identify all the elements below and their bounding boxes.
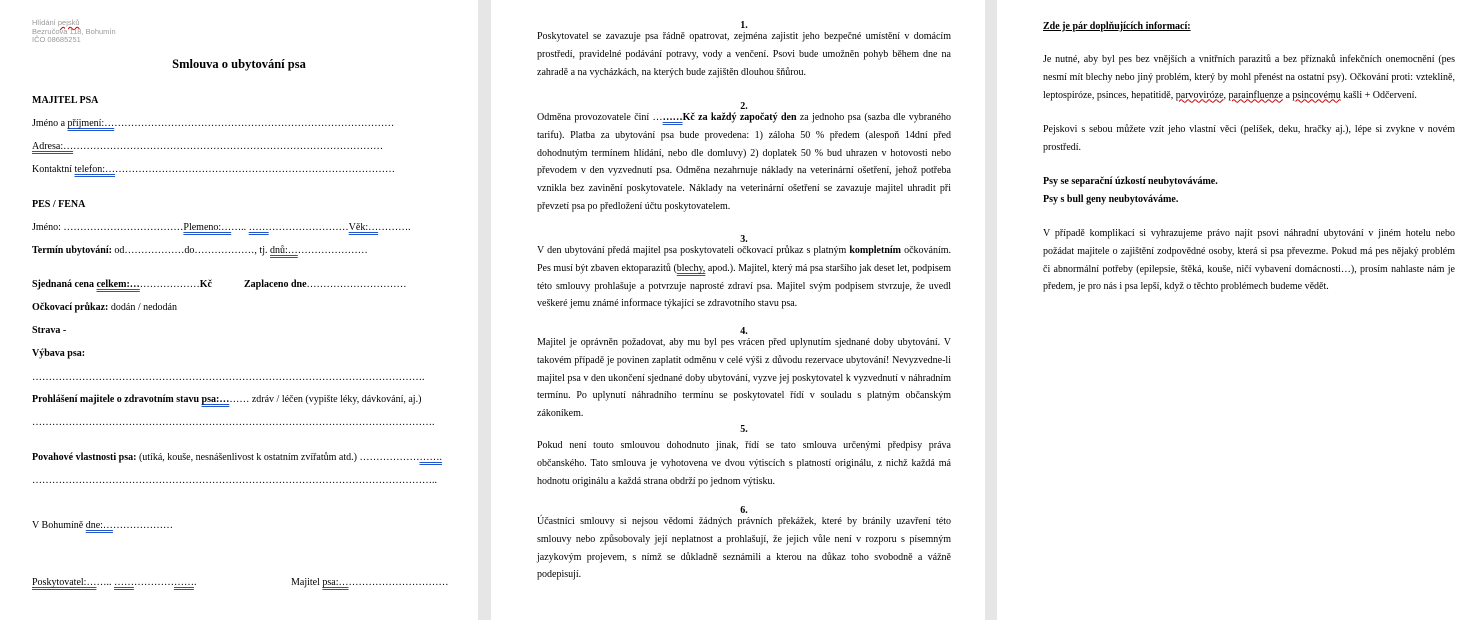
field-link[interactable]: ……. — [419, 452, 442, 463]
age-link[interactable]: Věk:… — [348, 222, 379, 233]
field-text: od………………do………………, tj. — [111, 245, 270, 256]
field-dots: ………………………… — [306, 279, 407, 290]
price-field[interactable] — [32, 279, 212, 290]
page-2 — [491, 0, 985, 620]
logo-line: pejsků — [57, 18, 80, 27]
field-dots: ………. — [378, 222, 411, 233]
dog-heading: PES / FENA — [32, 199, 86, 210]
page-1 — [0, 0, 478, 620]
info-notice-bull — [1043, 194, 1178, 205]
article-5-text: Pokud není touto smlouvou dohodnuto jinak, řídí se tato smlouva určenými předpisy práva občanského. Tato smlouva je vyhotovena ve dvou výtiscích s platností originálu, z nichž každá má hodnotu originálu a každá strana obdrží po jednom výtisku. — [537, 440, 951, 487]
text-run: očkováním. Pes musí být zbaven ektoparazitů ( — [537, 245, 951, 274]
health-field[interactable] — [32, 394, 421, 405]
article-4-text: Majitel je oprávněn požadovat, aby mu byl pes vrácen před uplynutím sjednané doby ubytování. V takovém případě je povinen zaplatit odměnu v celé výši z důvodu rezervace ubytování! Nevyzvedne-li majitel psa v den ukončení sjednané doby ubytování, vyzve jej poskytovatel k vyzvednutí v náhradním termínu. Po uplynutí náhradního termínu se poskytovatel řídí v souladu s platným občanským zákoníkem. — [537, 337, 951, 420]
field-dots: ……………… — [139, 279, 200, 290]
owner-name-field[interactable] — [32, 118, 394, 129]
text-run: V den ubytování předá majitel psa poskytovateli očkovací průkaz s platným — [537, 245, 850, 256]
provider-link[interactable]: Poskytovatel:… — [32, 577, 97, 588]
text-run: , — [1223, 89, 1229, 101]
owner-address-field[interactable] — [32, 141, 383, 152]
field-dots: ………… — [133, 577, 174, 588]
health-line[interactable]: …………………………………………………………………………………………………………. — [32, 417, 435, 428]
vaccination-field[interactable] — [32, 302, 177, 313]
field-dots: . — [193, 577, 197, 588]
text-run: neubytováváme. — [1106, 194, 1179, 205]
amount-link[interactable]: …… — [662, 112, 683, 123]
field-dots: ………………………… — [348, 577, 449, 588]
paid-field[interactable] — [244, 279, 407, 290]
article-number: 4. — [740, 326, 748, 337]
provider-signature[interactable] — [32, 577, 196, 588]
field-dots: ………………………………………………………………………… — [115, 164, 396, 175]
price-link[interactable]: celkem:… — [96, 279, 140, 290]
page-3 — [997, 0, 1469, 620]
logo-line: Hlídání — [32, 18, 56, 27]
date-link[interactable]: dne:… — [85, 520, 113, 531]
field-dots: ……………… — [112, 520, 173, 531]
place-date-field[interactable] — [32, 520, 173, 531]
info-notice-separation: Psy se separační úzkostí neubytováváme. — [1043, 176, 1218, 187]
field-link[interactable]: příjmení:… — [67, 118, 115, 129]
field-label: Prohlášení majitele o zdravotním stavu — [32, 394, 202, 405]
field-label: Majitel — [291, 577, 323, 588]
text-run: kompletním — [849, 245, 901, 256]
text-run: parvoviróze — [1175, 89, 1224, 101]
field-value: dodán / nedodán — [108, 302, 177, 313]
article-6-text: Účastníci smlouvy si nejsou vědomi žádných právních překážek, které by bránily uzavření této smlouvy nebo způsobovaly její neplatnost a prohlašují, že jejich vůle není v rozporu s písemným jazykovým projevem, s nímž se důkladně seznámili a kterou na důkaz toho svobodně a vážně podepisují. — [537, 516, 951, 581]
article-number: 2. — [740, 101, 748, 112]
days-link[interactable]: dnů:… — [269, 245, 298, 256]
text-run: blechy, — [676, 262, 706, 274]
owner-heading: MAJITEL PSA — [32, 95, 99, 106]
logo-ico: IČO 08685251 — [32, 35, 81, 45]
text-run: za jednoho psa (sazba dle vybraného tarifu). Platba za ubytování psa bude provedena: 1) záloha 50 % předem (alespoň 14dní před dohodnutým termínem hlídání, nebo dle domluvy) 2) doplatek 50 % bud uhrazen v hotovosti nebo převodem v den vyzvednutí psa. Odměna nezahrnuje náklady na veterinární ošetření, jehož potřeba vznikla bez zavinění poskytovatele. Náklady na veterinární ošetření se zavazuje majitel uhradit při převzetí psa po předložení účtu poskytovatelem. — [537, 112, 951, 212]
term-field[interactable] — [32, 245, 368, 256]
text-run: Psy s — [1043, 194, 1067, 205]
text-run: Odměna provozovatele činí … — [537, 112, 663, 123]
field-label: Očkovací průkaz: — [32, 302, 109, 313]
field-label: V Bohumíně — [32, 520, 86, 531]
text-run: kašli + Odčervení. — [1340, 89, 1417, 101]
field-dots: …… — [173, 577, 194, 588]
field-label: Kontaktní — [32, 164, 75, 175]
text-run: Je nutné, aby byl pes bez vnějších a vnitřních parazitů a bez příznaků infekčních onemocnění (pes nesmí mít blechy nebo jiný problém, který by mohl přenést na ostatní psy). Očkování proti: vzteklině, leptospiróze, psinces, hepatitidě, — [1043, 54, 1455, 101]
temperament-line[interactable]: ………………………………………………………………………………………………………….. — [32, 475, 437, 486]
breed-link[interactable]: Plemeno:… — [183, 222, 232, 233]
owner-phone-field[interactable] — [32, 164, 395, 175]
article-1-text: Poskytovatel se zavazuje psa řádně opatrovat, zejména zajistit jeho bezpečné umístění v domácím prostředí, pravidelné podávání potravy, vody a venčení. Psovi bude umožněn pohyb během dne na zahradě a na vycházkách, na kterých bude zajištěn dlouhou šňůrou. — [537, 31, 951, 78]
field-dots: ….. — [231, 222, 249, 233]
article-number: 5. — [740, 424, 748, 435]
article-2-text — [537, 109, 951, 216]
field-dots: …… — [248, 222, 269, 233]
info-heading: Zde je pár doplňujících informací: — [1043, 21, 1191, 32]
dog-name-field[interactable] — [32, 222, 411, 233]
article-number: 3. — [740, 234, 748, 245]
article-number: 1. — [740, 20, 748, 31]
text-run: Kč za každý započatý den — [682, 112, 797, 123]
field-dots: ………………… — [297, 245, 368, 256]
article-number: 6. — [740, 505, 748, 516]
field-link[interactable]: telefon:… — [74, 164, 116, 175]
field-label: Jméno a — [32, 118, 68, 129]
field-link[interactable]: Adresa:… — [32, 141, 74, 152]
text-run: a — [1282, 89, 1293, 101]
document-title: Smlouva o ubytování psa — [172, 57, 306, 71]
gear-line[interactable]: ………………………………………………………………………………………………………. — [32, 372, 425, 383]
company-logo — [32, 19, 116, 45]
field-text: …… zdráv / léčen (vypište léky, dávkování, aj.) — [229, 394, 422, 405]
field-dots: ….. — [96, 577, 114, 588]
field-label: Termín ubytování: — [32, 245, 112, 256]
info-paragraph-1 — [1043, 51, 1455, 104]
health-link[interactable]: psa:… — [201, 394, 230, 405]
text-run: psincovému — [1292, 89, 1341, 101]
gear-label: Výbava psa: — [32, 348, 86, 359]
text-run: apod.). Majitel, který má psa staršího jak deset let, podpisem této smlouvy prohlašuje a potvrzuje naprosté zdraví psa. Majitel svým podpisem stvrzuje, že uvedl veškeré jemu známé informace týkající se zdravotního stavu psa. — [537, 262, 952, 310]
currency: Kč — [199, 279, 212, 290]
info-paragraph-3: V případě komplikací si vyhrazujeme právo najít psovi náhradní ubytování v jiném hotelu nebo požádat majitele o zajištění zodpovědné osoby, která si psa převezme. Pokud má pes nějaký problém či abnormální potřeby (epilepsie, štěká, kouše, ničí vybavení domácnosti…), prosím nahlaste nám je předem, je pro nás i psa lepší, když o těchto problémech budeme vědět. — [1043, 228, 1455, 293]
field-dots: …………………… — [268, 222, 349, 233]
field-label: Sjednaná cena — [32, 279, 97, 290]
field-label: Povahové vlastnosti psa: — [32, 452, 137, 463]
field-label: Jméno: ……………………………… — [32, 222, 184, 233]
field-label: Zaplaceno dne — [244, 279, 307, 290]
text-run: parainfluenze — [1228, 89, 1283, 101]
field-dots: ………………………………………………………………………… — [114, 118, 395, 129]
logo-address: Bezručova 118, Bohumín — [32, 26, 116, 36]
owner-signature[interactable] — [291, 577, 449, 588]
owner-sig-link[interactable]: psa:… — [322, 577, 349, 588]
field-dots: …… — [113, 577, 134, 588]
field-dots: ………………………………………………………………………………… — [73, 141, 384, 152]
field-text: (utíká, kouše, nesnášenlivost k ostatním zvířatům atd.) ……………… — [136, 452, 420, 463]
food-label: Strava - — [32, 325, 67, 336]
info-paragraph-2: Pejskovi s sebou můžete vzít jeho vlastní věci (pelíšek, deku, hračky aj.), lépe si zvykne v novém prostředí. — [1043, 124, 1455, 153]
text-run: bull geny — [1066, 194, 1107, 205]
temperament-field[interactable] — [32, 452, 442, 463]
article-3-text — [537, 242, 951, 313]
